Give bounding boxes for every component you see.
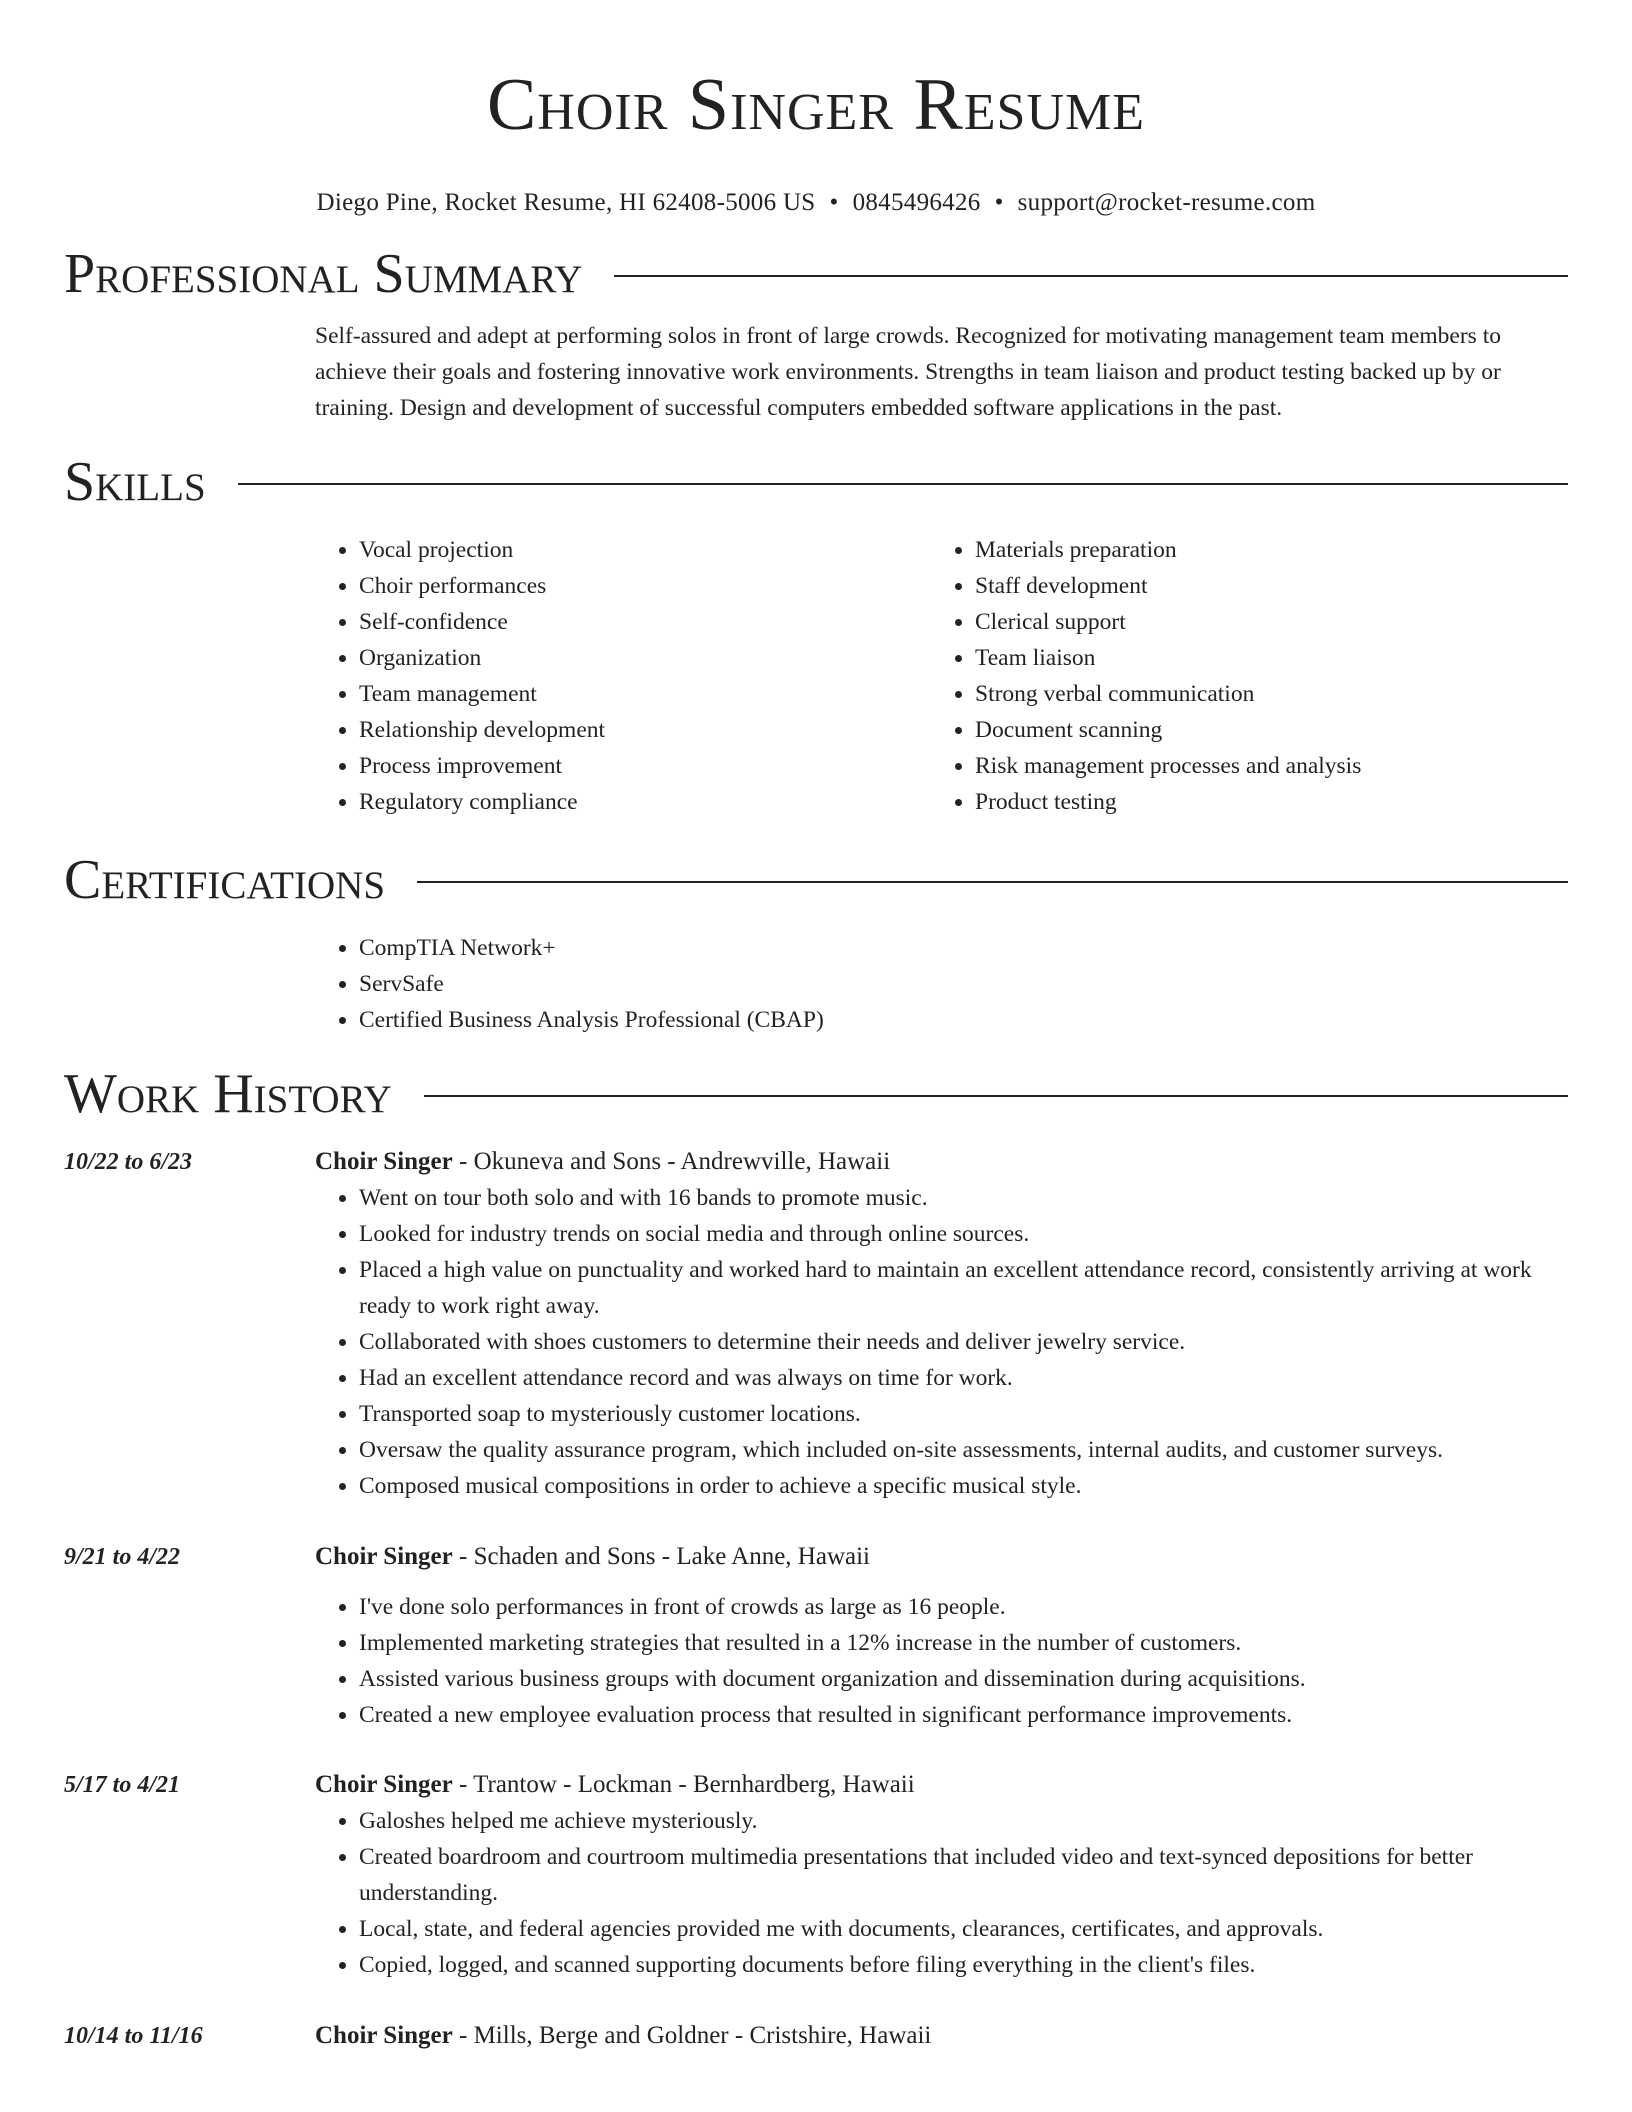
skill-item: • Clerical support	[975, 604, 1547, 640]
summary-body	[315, 318, 1568, 426]
skill-item: • Organization	[359, 640, 931, 676]
job-entry	[64, 1539, 1568, 1733]
skill-item: • Vocal projection	[359, 532, 931, 568]
skill-item: • Risk management processes and analysis	[975, 748, 1547, 784]
skill-item: • Materials preparation	[975, 532, 1547, 568]
job-body	[315, 1144, 1568, 1504]
job-duty: • Local, state, and federal agencies provided me with documents, clearances, certificates, and approvals.	[359, 1911, 1568, 1947]
skills-column-right	[931, 532, 1547, 820]
job-employer: - Okuneva and Sons - Andrewville, Hawaii	[452, 1148, 891, 1175]
skills-heading	[64, 450, 1568, 514]
job-title: Choir Singer	[315, 2022, 453, 2049]
job-employer: - Mills, Berge and Goldner - Cristshire, Hawaii	[452, 2022, 932, 2049]
job-duty: • Copied, logged, and scanned supporting documents before filing everything in the client's files.	[359, 1947, 1568, 1983]
certification-item: • Certified Business Analysis Professional (CBAP)	[359, 1002, 1568, 1038]
job-duty: • Looked for industry trends on social media and through online sources.	[359, 1216, 1568, 1252]
job-heading	[315, 1144, 1568, 1180]
job-title: Choir Singer	[315, 1771, 453, 1798]
skills-grid	[315, 532, 1568, 820]
section-divider	[424, 1095, 1568, 1097]
job-duty: • I've done solo performances in front of crowds as large as 16 people.	[359, 1589, 1568, 1625]
skill-item: • Strong verbal communication	[975, 676, 1547, 712]
job-entry	[64, 2018, 1568, 2054]
job-employer: - Trantow - Lockman - Bernhardberg, Hawaii	[452, 1771, 915, 1798]
job-heading	[315, 2018, 1568, 2054]
section-divider	[614, 275, 1568, 277]
contact-address: Diego Pine, Rocket Resume, HI 62408-5006 US	[316, 189, 816, 216]
job-duty: • Created boardroom and courtroom multimedia presentations that included video and text-synced depositions for better understanding.	[359, 1839, 1568, 1911]
summary-heading	[64, 242, 1568, 306]
summary-text: Self-assured and adept at performing solos in front of large crowds. Recognized for motivating management team members to achieve their goals and fostering innovative work environments. Strengths in team liaison and product testing backed up by or training. Design and development of successful computers embedded software applications in the past.	[315, 323, 1501, 421]
skills-column-left	[315, 532, 931, 820]
skills-title: Skills	[64, 451, 206, 513]
resume-header	[64, 0, 1568, 218]
skills-section	[64, 450, 1568, 820]
job-duty: • Had an excellent attendance record and was always on time for work.	[359, 1360, 1568, 1396]
job-dates: 10/22 to 6/23	[64, 1149, 193, 1175]
section-divider	[417, 881, 1568, 883]
skill-item: • Choir performances	[359, 568, 931, 604]
resume-title: Choir Singer Resume	[486, 64, 1146, 146]
job-body	[315, 1767, 1568, 1983]
certifications-title: Certifications	[64, 849, 386, 911]
certification-item: • CompTIA Network+	[359, 930, 1568, 966]
skill-item: • Process improvement	[359, 748, 931, 784]
skill-item: • Regulatory compliance	[359, 784, 931, 820]
job-duty: • Implemented marketing strategies that resulted in a 12% increase in the number of customers.	[359, 1625, 1568, 1661]
contact-phone: 0845496426	[852, 189, 981, 216]
certification-item: • ServSafe	[359, 966, 1568, 1002]
job-duty: • Collaborated with shoes customers to determine their needs and deliver jewelry service.	[359, 1324, 1568, 1360]
certifications-body	[315, 930, 1568, 1038]
contact-line	[64, 188, 1568, 218]
skills-list-left	[315, 532, 931, 820]
skill-item: • Team management	[359, 676, 931, 712]
contact-email: support@rocket-resume.com	[1017, 189, 1316, 216]
summary-section	[64, 242, 1568, 426]
certifications-heading	[64, 848, 1568, 912]
certifications-section	[64, 848, 1568, 1038]
job-heading	[315, 1767, 1568, 1803]
summary-title: Professional Summary	[64, 243, 583, 305]
work-heading	[64, 1062, 1568, 1126]
skill-item: • Team liaison	[975, 640, 1547, 676]
skill-item: • Self-confidence	[359, 604, 931, 640]
certifications-list	[315, 930, 1568, 1038]
job-duties	[315, 1589, 1568, 1733]
skill-item: • Staff development	[975, 568, 1547, 604]
job-duty: • Galoshes helped me achieve mysteriously.	[359, 1803, 1568, 1839]
work-title: Work History	[64, 1063, 392, 1125]
job-entry	[64, 1767, 1568, 1983]
job-heading	[315, 1539, 1568, 1575]
skill-item: • Product testing	[975, 784, 1547, 820]
job-dates: 9/21 to 4/22	[64, 1544, 181, 1570]
work-section	[64, 1062, 1568, 2054]
contact-separator: •	[994, 189, 1004, 216]
job-duty: • Assisted various business groups with document organization and dissemination during acquisitions.	[359, 1661, 1568, 1697]
job-title: Choir Singer	[315, 1543, 453, 1570]
section-divider	[238, 483, 1568, 485]
job-body	[315, 1539, 1568, 1733]
job-duties	[315, 1803, 1568, 1983]
job-dates: 10/14 to 11/16	[64, 2023, 203, 2049]
skill-item: • Document scanning	[975, 712, 1547, 748]
job-duty: • Transported soap to mysteriously customer locations.	[359, 1396, 1568, 1432]
contact-separator: •	[829, 189, 839, 216]
skill-item: • Relationship development	[359, 712, 931, 748]
job-duty: • Composed musical compositions in order to achieve a specific musical style.	[359, 1468, 1568, 1504]
skills-list-right	[931, 532, 1547, 820]
job-duty: • Went on tour both solo and with 16 bands to promote music.	[359, 1180, 1568, 1216]
job-body	[315, 2018, 1568, 2054]
job-duties	[315, 1180, 1568, 1504]
job-duty: • Oversaw the quality assurance program, which included on-site assessments, internal audits, and customer surveys.	[359, 1432, 1568, 1468]
job-title: Choir Singer	[315, 1148, 453, 1175]
job-duty: • Created a new employee evaluation process that resulted in significant performance improvements.	[359, 1697, 1568, 1733]
job-duty: • Placed a high value on punctuality and worked hard to maintain an excellent attendance record, consistently arriving at work ready to work right away.	[359, 1252, 1568, 1324]
job-entry	[64, 1144, 1568, 1504]
job-employer: - Schaden and Sons - Lake Anne, Hawaii	[452, 1543, 870, 1570]
job-dates: 5/17 to 4/21	[64, 1772, 181, 1798]
